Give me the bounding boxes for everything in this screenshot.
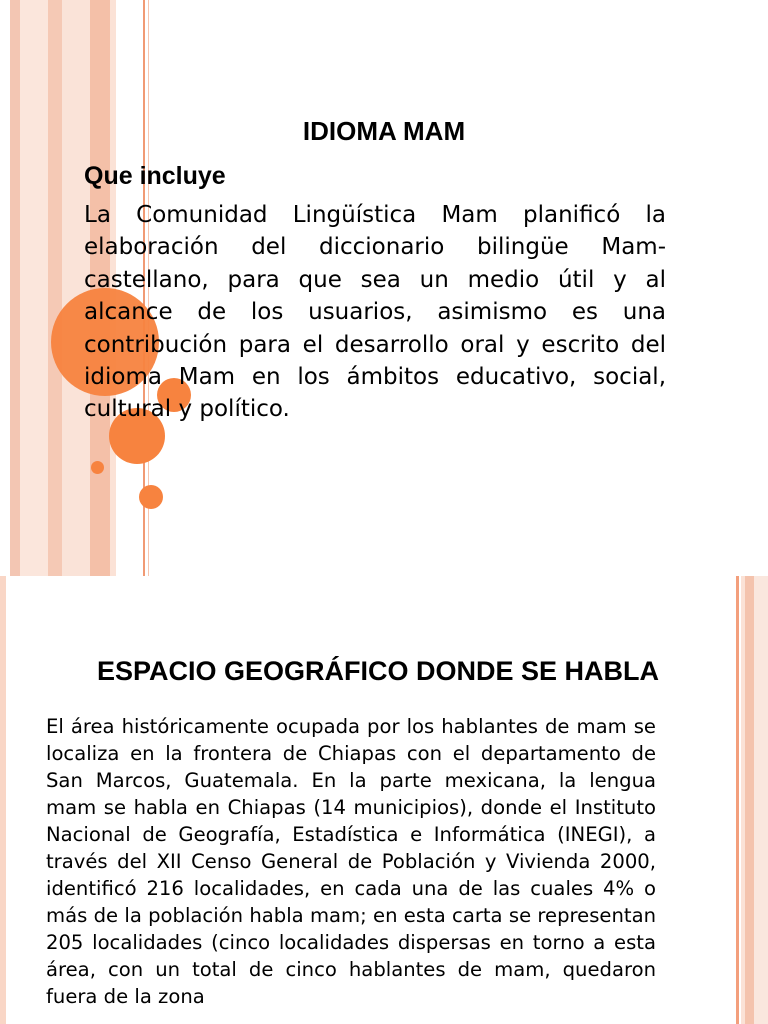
decorative-line xyxy=(736,576,739,1024)
slide-title: ESPACIO GEOGRÁFICO DONDE SE HABLA xyxy=(96,656,660,686)
slide-body-text: La Comunidad Lingüística Mam planificó la elaboración del diccionario bilingüe Mam-castellano, para que sea un medio útil y al alcance de los usuarios, asimismo es una contribución para el desarrollo oral y escrito del idioma Mam en los ámbitos educativo, social, cultural y político. xyxy=(84,202,666,423)
decorative-stripe xyxy=(48,0,62,576)
slide-title: IDIOMA MAM xyxy=(302,116,466,146)
slide-subtitle: Que incluye xyxy=(84,162,226,190)
decorative-circle-tiny xyxy=(91,461,104,474)
decorative-stripe xyxy=(0,576,6,1024)
decorative-stripe xyxy=(20,0,48,576)
decorative-stripe xyxy=(10,0,20,576)
slide-body-text: El área históricamente ocupada por los hablantes de mam se localiza en la frontera de Chiapas con el departamento de San Marcos, Guatemala. En la parte mexicana, la lengua mam se habla en Chiapas (14 municipios), donde el Instituto Nacional de Geografía, Estadística e Informática (INEGI), a través del XII Censo General de Población y Vivienda 2000, identificó 216 localidades, en cada una de las cuales 4% o más de la población habla mam; en esta carta se representan 205 localidades (cinco localidades dispersas en torno a esta área, con un total de cinco hablantes de mam, quedaron fuera de la zona xyxy=(46,715,656,1008)
decorative-stripe xyxy=(754,576,768,1024)
decorative-stripe xyxy=(745,576,754,1024)
decorative-circle-dot xyxy=(139,485,163,509)
